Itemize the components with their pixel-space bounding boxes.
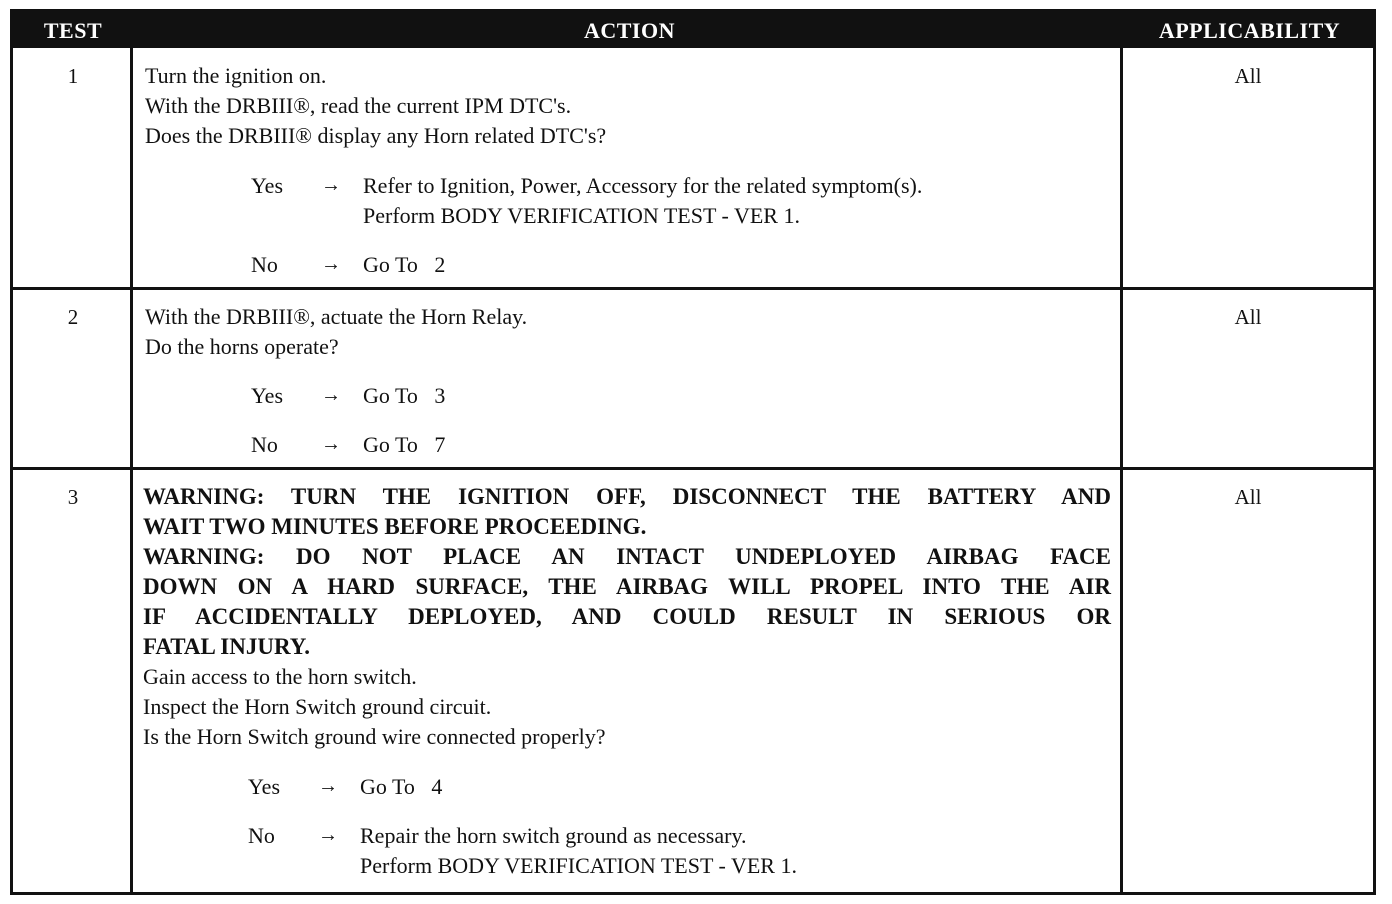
yes-result: Go To 4 bbox=[360, 774, 443, 799]
warning-line: FATAL INJURY. bbox=[143, 634, 311, 659]
warning-line: WARNING: DO NOT PLACE AN INTACT UNDEPLOYED AIRBAG FACE bbox=[143, 544, 1111, 569]
header-test: TEST bbox=[43, 18, 103, 43]
arrow-icon: → bbox=[321, 174, 341, 196]
no-label: No bbox=[251, 252, 278, 277]
action-line: With the DRBIII®, read the current IPM DTC's. bbox=[145, 93, 572, 118]
applicability: All bbox=[1234, 485, 1262, 509]
action-line: Gain access to the horn switch. bbox=[143, 664, 417, 689]
warning-line: IF ACCIDENTALLY DEPLOYED, AND COULD RESULT IN SERIOUS OR bbox=[143, 604, 1111, 629]
arrow-icon: → bbox=[318, 824, 338, 846]
test-number: 1 bbox=[67, 64, 79, 88]
column-divider bbox=[1120, 48, 1123, 892]
table-header bbox=[13, 12, 1373, 48]
warning-line: WAIT TWO MINUTES BEFORE PROCEEDING. bbox=[143, 514, 647, 539]
warning-line: DOWN ON A HARD SURFACE, THE AIRBAG WILL PROPEL INTO THE AIR bbox=[143, 574, 1111, 599]
no-result: Go To 2 bbox=[363, 252, 446, 277]
yes-result: Perform BODY VERIFICATION TEST - VER 1. bbox=[363, 203, 800, 228]
yes-label: Yes bbox=[251, 383, 284, 408]
no-label: No bbox=[248, 823, 275, 848]
action-line: Is the Horn Switch ground wire connected properly? bbox=[143, 724, 606, 749]
action-line: Do the horns operate? bbox=[145, 334, 339, 359]
arrow-icon: → bbox=[321, 253, 341, 275]
no-result: Repair the horn switch ground as necessary. bbox=[360, 823, 747, 848]
test-number: 2 bbox=[67, 305, 79, 329]
yes-result: Refer to Ignition, Power, Accessory for the related symptom(s). bbox=[363, 173, 923, 198]
yes-result: Go To 3 bbox=[363, 383, 446, 408]
action-line: Inspect the Horn Switch ground circuit. bbox=[143, 694, 492, 719]
applicability: All bbox=[1234, 305, 1262, 329]
test-number: 3 bbox=[67, 485, 79, 509]
no-result: Go To 7 bbox=[363, 432, 446, 457]
header-action: ACTION bbox=[583, 18, 675, 43]
no-label: No bbox=[251, 432, 278, 457]
yes-label: Yes bbox=[248, 774, 281, 799]
action-line: Does the DRBIII® display any Horn related DTC's? bbox=[145, 123, 607, 148]
arrow-icon: → bbox=[321, 433, 341, 455]
arrow-icon: → bbox=[318, 775, 338, 797]
no-result: Perform BODY VERIFICATION TEST - VER 1. bbox=[360, 853, 797, 878]
diagnostic-test-table bbox=[10, 9, 1376, 895]
applicability: All bbox=[1234, 64, 1262, 88]
arrow-icon: → bbox=[321, 384, 341, 406]
action-line: Turn the ignition on. bbox=[145, 63, 327, 88]
column-divider bbox=[130, 48, 133, 892]
row-divider bbox=[13, 287, 1373, 290]
header-applicability: APPLICABILITY bbox=[1158, 18, 1341, 43]
row-divider bbox=[13, 467, 1373, 470]
yes-label: Yes bbox=[251, 173, 284, 198]
warning-line: WARNING: TURN THE IGNITION OFF, DISCONNECT THE BATTERY AND bbox=[143, 484, 1111, 509]
action-line: With the DRBIII®, actuate the Horn Relay. bbox=[145, 304, 528, 329]
